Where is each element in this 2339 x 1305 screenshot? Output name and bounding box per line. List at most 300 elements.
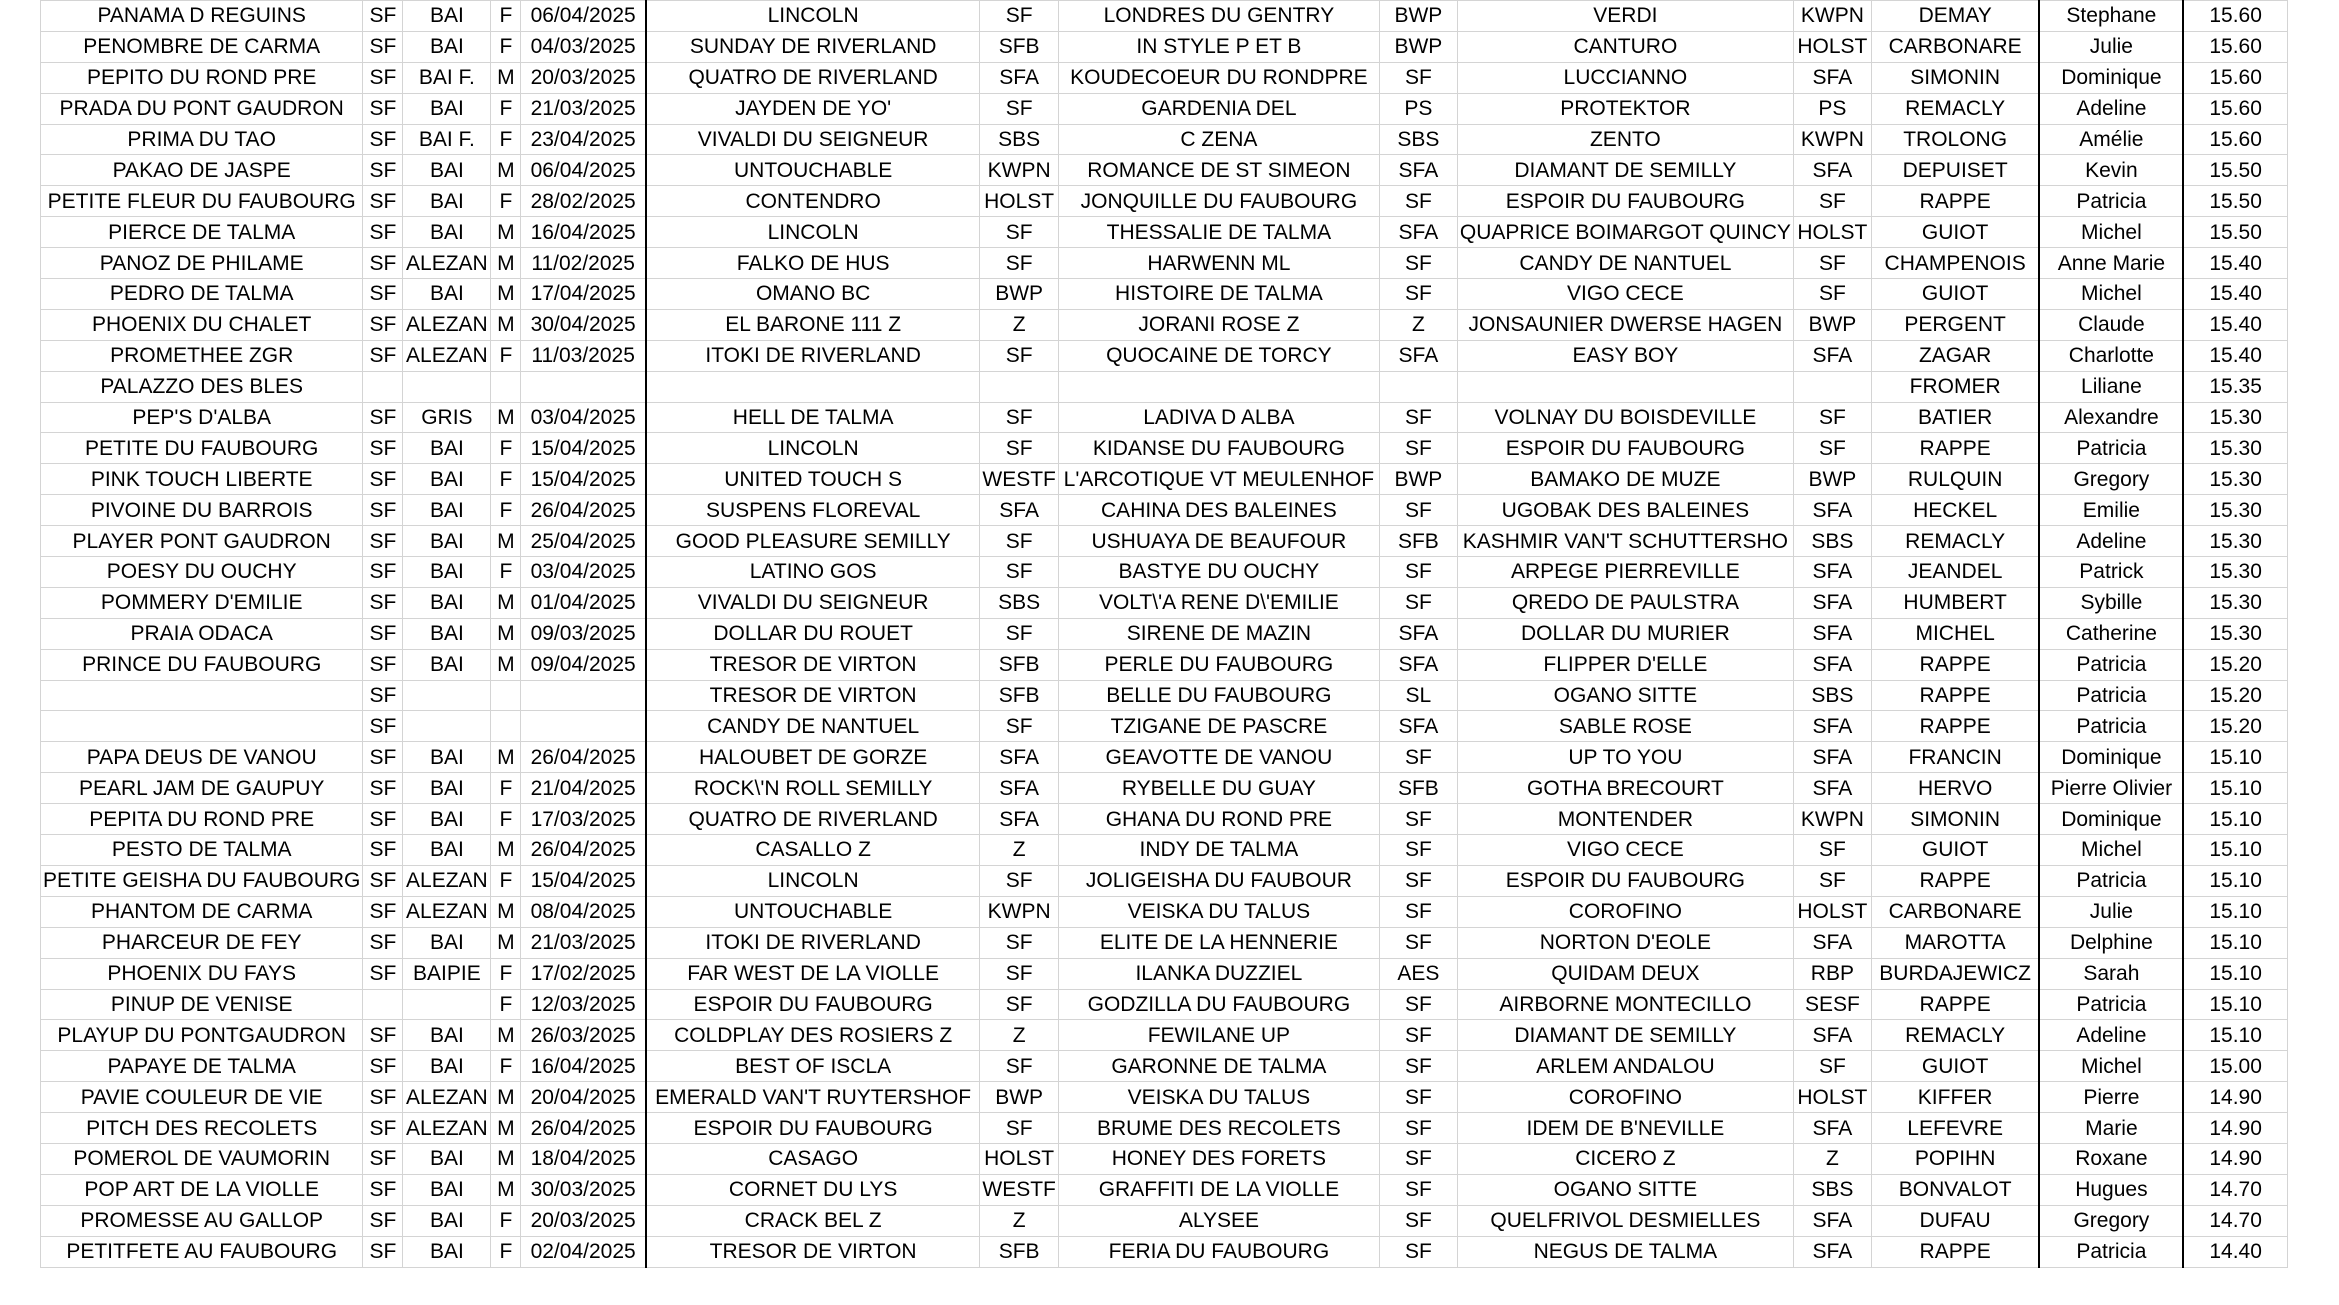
breed-cell: SF (363, 217, 403, 248)
dam-studbook-cell: SF (1379, 1113, 1457, 1144)
breed-cell: SF (363, 464, 403, 495)
birth-date-cell: 16/04/2025 (521, 1051, 646, 1082)
owner-lastname-cell: DEPUISET (1871, 155, 2039, 186)
dam-studbook-cell: SBS (1379, 124, 1457, 155)
sex-cell: F (491, 433, 521, 464)
dam-cell: USHUAYA DE BEAUFOUR (1058, 526, 1379, 557)
dam-studbook-cell: SF (1379, 402, 1457, 433)
dam-cell: JOLIGEISHA DU FAUBOUR (1058, 865, 1379, 896)
dam-studbook-cell (1379, 371, 1457, 402)
sire-cell: UNTOUCHABLE (646, 155, 980, 186)
sex-cell (491, 371, 521, 402)
dam-sire-studbook-cell: HOLST (1793, 1082, 1871, 1113)
dam-studbook-cell: SFA (1379, 649, 1457, 680)
sex-cell: M (491, 1113, 521, 1144)
owner-lastname-cell: MICHEL (1871, 618, 2039, 649)
dam-cell: THESSALIE DE TALMA (1058, 217, 1379, 248)
score-cell: 15.40 (2183, 309, 2287, 340)
dam-studbook-cell: BWP (1379, 1, 1457, 32)
dam-sire-cell: JONSAUNIER DWERSE HAGEN (1457, 309, 1793, 340)
table-row (41, 1174, 2288, 1205)
owner-lastname-cell: BONVALOT (1871, 1174, 2039, 1205)
sire-cell: LINCOLN (646, 217, 980, 248)
dam-cell: FERIA DU FAUBOURG (1058, 1236, 1379, 1267)
birth-date-cell: 15/04/2025 (521, 464, 646, 495)
birth-date-cell: 12/03/2025 (521, 989, 646, 1020)
dam-sire-cell: ESPOIR DU FAUBOURG (1457, 865, 1793, 896)
owner-lastname-cell: RAPPE (1871, 433, 2039, 464)
sire-cell: UNITED TOUCH S (646, 464, 980, 495)
score-cell: 14.90 (2183, 1082, 2287, 1113)
dam-studbook-cell: SFB (1379, 773, 1457, 804)
coat-cell: BAI (403, 93, 491, 124)
sire-cell: JAYDEN DE YO' (646, 93, 980, 124)
score-cell: 14.90 (2183, 1113, 2287, 1144)
score-cell: 15.30 (2183, 526, 2287, 557)
birth-date-cell: 03/04/2025 (521, 402, 646, 433)
owner-lastname-cell: KIFFER (1871, 1082, 2039, 1113)
dam-sire-studbook-cell: SF (1793, 248, 1871, 279)
horse-name-cell: PHOENIX DU FAYS (41, 958, 363, 989)
sex-cell: F (491, 31, 521, 62)
dam-cell: QUOCAINE DE TORCY (1058, 340, 1379, 371)
sire-cell: SUNDAY DE RIVERLAND (646, 31, 980, 62)
table-row (41, 340, 2288, 371)
dam-studbook-cell: AES (1379, 958, 1457, 989)
owner-lastname-cell: GUIOT (1871, 1051, 2039, 1082)
breed-cell: SF (363, 742, 403, 773)
sire-studbook-cell (980, 371, 1059, 402)
dam-sire-studbook-cell: SFA (1793, 618, 1871, 649)
sex-cell: F (491, 804, 521, 835)
sire-cell: ESPOIR DU FAUBOURG (646, 1113, 980, 1144)
breed-cell: SF (363, 587, 403, 618)
breed-cell: SF (363, 1205, 403, 1236)
coat-cell: BAI (403, 618, 491, 649)
horse-name-cell: PLAYER PONT GAUDRON (41, 526, 363, 557)
table-row (41, 217, 2288, 248)
dam-studbook-cell: SFA (1379, 217, 1457, 248)
owner-firstname-cell: Patricia (2039, 989, 2183, 1020)
horse-name-cell: PEPITO DU ROND PRE (41, 62, 363, 93)
dam-sire-studbook-cell: SFA (1793, 1205, 1871, 1236)
owner-lastname-cell: RULQUIN (1871, 464, 2039, 495)
dam-sire-cell: IDEM DE B'NEVILLE (1457, 1113, 1793, 1144)
dam-sire-cell: BAMAKO DE MUZE (1457, 464, 1793, 495)
table-row (41, 186, 2288, 217)
dam-sire-studbook-cell: SFA (1793, 587, 1871, 618)
sire-studbook-cell: SFA (980, 804, 1059, 835)
score-cell: 15.10 (2183, 865, 2287, 896)
score-cell: 15.10 (2183, 989, 2287, 1020)
table-row (41, 618, 2288, 649)
owner-firstname-cell: Charlotte (2039, 340, 2183, 371)
table-row (41, 865, 2288, 896)
owner-lastname-cell: POPIHN (1871, 1143, 2039, 1174)
sex-cell: F (491, 989, 521, 1020)
dam-studbook-cell: SF (1379, 1020, 1457, 1051)
owner-firstname-cell: Claude (2039, 309, 2183, 340)
horse-name-cell: PROMESSE AU GALLOP (41, 1205, 363, 1236)
sire-studbook-cell: SFA (980, 773, 1059, 804)
dam-sire-cell: ARLEM ANDALOU (1457, 1051, 1793, 1082)
dam-sire-cell: ZENTO (1457, 124, 1793, 155)
breed-cell: SF (363, 1143, 403, 1174)
sire-cell: ROCK\'N ROLL SEMILLY (646, 773, 980, 804)
dam-studbook-cell: SL (1379, 680, 1457, 711)
dam-cell: GARONNE DE TALMA (1058, 1051, 1379, 1082)
score-cell: 15.40 (2183, 340, 2287, 371)
dam-sire-cell: UP TO YOU (1457, 742, 1793, 773)
sire-studbook-cell: WESTF (980, 1174, 1059, 1205)
dam-studbook-cell: SF (1379, 927, 1457, 958)
sex-cell: M (491, 927, 521, 958)
table-row (41, 309, 2288, 340)
coat-cell (403, 711, 491, 742)
table-row (41, 433, 2288, 464)
dam-sire-studbook-cell: SFA (1793, 927, 1871, 958)
dam-sire-cell: EASY BOY (1457, 340, 1793, 371)
sire-studbook-cell: SF (980, 711, 1059, 742)
horse-name-cell: PETITE DU FAUBOURG (41, 433, 363, 464)
owner-firstname-cell: Hugues (2039, 1174, 2183, 1205)
dam-sire-studbook-cell: SF (1793, 279, 1871, 310)
dam-cell: HONEY DES FORETS (1058, 1143, 1379, 1174)
horse-name-cell: PENOMBRE DE CARMA (41, 31, 363, 62)
sire-studbook-cell: SFA (980, 62, 1059, 93)
birth-date-cell: 30/03/2025 (521, 1174, 646, 1205)
sire-studbook-cell: Z (980, 309, 1059, 340)
score-cell: 15.60 (2183, 93, 2287, 124)
sex-cell: F (491, 958, 521, 989)
birth-date-cell: 20/04/2025 (521, 1082, 646, 1113)
dam-cell: LONDRES DU GENTRY (1058, 1, 1379, 32)
owner-firstname-cell: Catherine (2039, 618, 2183, 649)
coat-cell: ALEZAN (403, 309, 491, 340)
sire-cell: LINCOLN (646, 433, 980, 464)
dam-sire-cell: VIGO CECE (1457, 279, 1793, 310)
owner-firstname-cell: Roxane (2039, 1143, 2183, 1174)
sire-studbook-cell: SF (980, 989, 1059, 1020)
dam-cell: FEWILANE UP (1058, 1020, 1379, 1051)
table-row (41, 1051, 2288, 1082)
sire-cell: VIVALDI DU SEIGNEUR (646, 587, 980, 618)
dam-cell: GARDENIA DEL (1058, 93, 1379, 124)
horse-name-cell: PANOZ DE PHILAME (41, 248, 363, 279)
table-row (41, 835, 2288, 866)
owner-lastname-cell: LEFEVRE (1871, 1113, 2039, 1144)
score-cell: 15.30 (2183, 464, 2287, 495)
breed-cell: SF (363, 711, 403, 742)
dam-sire-cell: PROTEKTOR (1457, 93, 1793, 124)
dam-sire-studbook-cell: BWP (1793, 309, 1871, 340)
dam-cell: L'ARCOTIQUE VT MEULENHOF (1058, 464, 1379, 495)
table-row (41, 1020, 2288, 1051)
birth-date-cell: 20/03/2025 (521, 62, 646, 93)
score-cell: 15.30 (2183, 402, 2287, 433)
sire-studbook-cell: SF (980, 433, 1059, 464)
owner-firstname-cell: Julie (2039, 896, 2183, 927)
owner-firstname-cell: Adeline (2039, 93, 2183, 124)
score-cell: 15.20 (2183, 649, 2287, 680)
owner-firstname-cell: Patricia (2039, 711, 2183, 742)
owner-lastname-cell: DUFAU (1871, 1205, 2039, 1236)
owner-lastname-cell: PERGENT (1871, 309, 2039, 340)
dam-sire-studbook-cell: SBS (1793, 1174, 1871, 1205)
birth-date-cell: 26/04/2025 (521, 742, 646, 773)
horse-name-cell: PALAZZO DES BLES (41, 371, 363, 402)
dam-studbook-cell: SF (1379, 865, 1457, 896)
sex-cell: F (491, 1, 521, 32)
owner-lastname-cell: GUIOT (1871, 217, 2039, 248)
dam-sire-cell: DOLLAR DU MURIER (1457, 618, 1793, 649)
sire-studbook-cell: KWPN (980, 155, 1059, 186)
breed-cell: SF (363, 124, 403, 155)
dam-sire-cell: QUIDAM DEUX (1457, 958, 1793, 989)
birth-date-cell: 21/03/2025 (521, 927, 646, 958)
dam-studbook-cell: SF (1379, 989, 1457, 1020)
birth-date-cell: 04/03/2025 (521, 31, 646, 62)
birth-date-cell: 26/04/2025 (521, 495, 646, 526)
birth-date-cell: 26/04/2025 (521, 835, 646, 866)
birth-date-cell: 26/03/2025 (521, 1020, 646, 1051)
breed-cell: SF (363, 186, 403, 217)
dam-sire-cell: CANDY DE NANTUEL (1457, 248, 1793, 279)
dam-cell: JONQUILLE DU FAUBOURG (1058, 186, 1379, 217)
owner-firstname-cell: Patricia (2039, 186, 2183, 217)
dam-cell: INDY DE TALMA (1058, 835, 1379, 866)
birth-date-cell: 06/04/2025 (521, 155, 646, 186)
horse-name-cell (41, 680, 363, 711)
dam-studbook-cell: SF (1379, 1143, 1457, 1174)
owner-lastname-cell: BATIER (1871, 402, 2039, 433)
score-cell: 15.30 (2183, 495, 2287, 526)
breed-cell: SF (363, 865, 403, 896)
birth-date-cell (521, 371, 646, 402)
sire-studbook-cell: SFB (980, 1236, 1059, 1267)
breed-cell: SF (363, 93, 403, 124)
owner-lastname-cell: SIMONIN (1871, 804, 2039, 835)
dam-sire-cell: NEGUS DE TALMA (1457, 1236, 1793, 1267)
owner-lastname-cell: BURDAJEWICZ (1871, 958, 2039, 989)
sex-cell: F (491, 1236, 521, 1267)
table-row (41, 1205, 2288, 1236)
table-row (41, 557, 2288, 588)
score-cell: 15.10 (2183, 896, 2287, 927)
score-cell: 15.60 (2183, 31, 2287, 62)
sex-cell: M (491, 835, 521, 866)
sire-cell: QUATRO DE RIVERLAND (646, 804, 980, 835)
owner-firstname-cell: Dominique (2039, 62, 2183, 93)
sire-cell (646, 371, 980, 402)
table-row (41, 711, 2288, 742)
sex-cell: M (491, 62, 521, 93)
sex-cell: F (491, 557, 521, 588)
dam-sire-studbook-cell: SFA (1793, 1236, 1871, 1267)
sire-cell: FALKO DE HUS (646, 248, 980, 279)
dam-sire-studbook-cell: SFA (1793, 711, 1871, 742)
dam-cell: BRUME DES RECOLETS (1058, 1113, 1379, 1144)
dam-sire-cell: ESPOIR DU FAUBOURG (1457, 433, 1793, 464)
dam-cell: KOUDECOEUR DU RONDPRE (1058, 62, 1379, 93)
breed-cell: SF (363, 958, 403, 989)
birth-date-cell: 30/04/2025 (521, 309, 646, 340)
breed-cell: SF (363, 1236, 403, 1267)
coat-cell: BAI (403, 649, 491, 680)
table-row (41, 1, 2288, 32)
dam-cell: IN STYLE P ET B (1058, 31, 1379, 62)
sire-cell: CASALLO Z (646, 835, 980, 866)
sire-studbook-cell: SBS (980, 124, 1059, 155)
owner-firstname-cell: Patricia (2039, 865, 2183, 896)
dam-cell: GODZILLA DU FAUBOURG (1058, 989, 1379, 1020)
sex-cell: M (491, 1174, 521, 1205)
dam-sire-cell: CICERO Z (1457, 1143, 1793, 1174)
coat-cell: BAI (403, 217, 491, 248)
table-row (41, 989, 2288, 1020)
birth-date-cell: 26/04/2025 (521, 1113, 646, 1144)
owner-firstname-cell: Adeline (2039, 1020, 2183, 1051)
dam-sire-cell: OGANO SITTE (1457, 680, 1793, 711)
owner-lastname-cell: RAPPE (1871, 989, 2039, 1020)
dam-sire-cell: DIAMANT DE SEMILLY (1457, 1020, 1793, 1051)
score-cell: 15.30 (2183, 587, 2287, 618)
score-cell: 15.10 (2183, 804, 2287, 835)
dam-studbook-cell: Z (1379, 309, 1457, 340)
owner-lastname-cell: FROMER (1871, 371, 2039, 402)
birth-date-cell: 15/04/2025 (521, 433, 646, 464)
horse-name-cell: PAKAO DE JASPE (41, 155, 363, 186)
sire-studbook-cell: Z (980, 1205, 1059, 1236)
results-table (40, 0, 2288, 1268)
owner-firstname-cell: Delphine (2039, 927, 2183, 958)
breed-cell: SF (363, 649, 403, 680)
score-cell: 15.60 (2183, 1, 2287, 32)
owner-lastname-cell: FRANCIN (1871, 742, 2039, 773)
horse-name-cell: PHOENIX DU CHALET (41, 309, 363, 340)
table-row (41, 402, 2288, 433)
coat-cell: BAI (403, 587, 491, 618)
sex-cell: M (491, 526, 521, 557)
horse-name-cell: PHANTOM DE CARMA (41, 896, 363, 927)
table-row (41, 124, 2288, 155)
dam-studbook-cell: SF (1379, 1082, 1457, 1113)
owner-lastname-cell: GUIOT (1871, 279, 2039, 310)
horse-name-cell: PETITE FLEUR DU FAUBOURG (41, 186, 363, 217)
dam-studbook-cell: BWP (1379, 464, 1457, 495)
dam-studbook-cell: SF (1379, 62, 1457, 93)
dam-sire-cell: VOLNAY DU BOISDEVILLE (1457, 402, 1793, 433)
owner-lastname-cell: ZAGAR (1871, 340, 2039, 371)
dam-sire-cell: COROFINO (1457, 896, 1793, 927)
owner-lastname-cell: TROLONG (1871, 124, 2039, 155)
coat-cell: BAI F. (403, 124, 491, 155)
dam-sire-studbook-cell: SFA (1793, 495, 1871, 526)
dam-sire-studbook-cell: SFA (1793, 155, 1871, 186)
table-row (41, 1113, 2288, 1144)
birth-date-cell: 17/03/2025 (521, 804, 646, 835)
dam-studbook-cell: SF (1379, 186, 1457, 217)
owner-firstname-cell: Pierre (2039, 1082, 2183, 1113)
score-cell: 15.10 (2183, 958, 2287, 989)
sire-studbook-cell: SF (980, 958, 1059, 989)
owner-firstname-cell: Michel (2039, 279, 2183, 310)
birth-date-cell: 01/04/2025 (521, 587, 646, 618)
score-cell: 15.20 (2183, 680, 2287, 711)
breed-cell: SF (363, 1051, 403, 1082)
score-cell: 15.10 (2183, 773, 2287, 804)
sire-cell: BEST OF ISCLA (646, 1051, 980, 1082)
owner-lastname-cell: SIMONIN (1871, 62, 2039, 93)
coat-cell: BAI (403, 1143, 491, 1174)
score-cell: 14.90 (2183, 1143, 2287, 1174)
dam-studbook-cell: SF (1379, 896, 1457, 927)
sire-cell: UNTOUCHABLE (646, 896, 980, 927)
dam-cell: ROMANCE DE ST SIMEON (1058, 155, 1379, 186)
breed-cell (363, 371, 403, 402)
birth-date-cell: 15/04/2025 (521, 865, 646, 896)
sire-cell: CORNET DU LYS (646, 1174, 980, 1205)
table-row (41, 773, 2288, 804)
breed-cell: SF (363, 1, 403, 32)
dam-studbook-cell: SFA (1379, 340, 1457, 371)
breed-cell: SF (363, 433, 403, 464)
birth-date-cell: 17/04/2025 (521, 279, 646, 310)
score-cell: 15.60 (2183, 124, 2287, 155)
dam-sire-studbook-cell: SF (1793, 402, 1871, 433)
dam-cell: GHANA DU ROND PRE (1058, 804, 1379, 835)
table-row (41, 495, 2288, 526)
dam-sire-cell: ESPOIR DU FAUBOURG (1457, 186, 1793, 217)
sire-studbook-cell: HOLST (980, 1143, 1059, 1174)
score-cell: 15.50 (2183, 217, 2287, 248)
dam-sire-studbook-cell: SFA (1793, 773, 1871, 804)
sex-cell (491, 711, 521, 742)
table-row (41, 1236, 2288, 1267)
dam-cell: BASTYE DU OUCHY (1058, 557, 1379, 588)
owner-firstname-cell: Gregory (2039, 464, 2183, 495)
dam-studbook-cell: SF (1379, 1205, 1457, 1236)
sex-cell: M (491, 217, 521, 248)
dam-sire-studbook-cell: SF (1793, 186, 1871, 217)
owner-firstname-cell: Adeline (2039, 526, 2183, 557)
owner-firstname-cell: Julie (2039, 31, 2183, 62)
dam-cell: C ZENA (1058, 124, 1379, 155)
owner-firstname-cell: Dominique (2039, 742, 2183, 773)
owner-firstname-cell: Michel (2039, 835, 2183, 866)
sex-cell: M (491, 309, 521, 340)
dam-sire-cell: QUELFRIVOL DESMIELLES (1457, 1205, 1793, 1236)
owner-firstname-cell: Alexandre (2039, 402, 2183, 433)
coat-cell: ALEZAN (403, 865, 491, 896)
coat-cell: ALEZAN (403, 1113, 491, 1144)
owner-firstname-cell: Anne Marie (2039, 248, 2183, 279)
breed-cell: SF (363, 62, 403, 93)
sex-cell: F (491, 495, 521, 526)
horse-name-cell: PEPITA DU ROND PRE (41, 804, 363, 835)
sire-studbook-cell: SFB (980, 649, 1059, 680)
owner-lastname-cell: RAPPE (1871, 711, 2039, 742)
owner-firstname-cell: Patricia (2039, 680, 2183, 711)
sire-studbook-cell: HOLST (980, 186, 1059, 217)
sire-cell: ITOKI DE RIVERLAND (646, 340, 980, 371)
sire-studbook-cell: SF (980, 217, 1059, 248)
score-cell: 15.10 (2183, 742, 2287, 773)
sex-cell: M (491, 896, 521, 927)
breed-cell: SF (363, 927, 403, 958)
dam-sire-cell: SABLE ROSE (1457, 711, 1793, 742)
dam-studbook-cell: SF (1379, 433, 1457, 464)
